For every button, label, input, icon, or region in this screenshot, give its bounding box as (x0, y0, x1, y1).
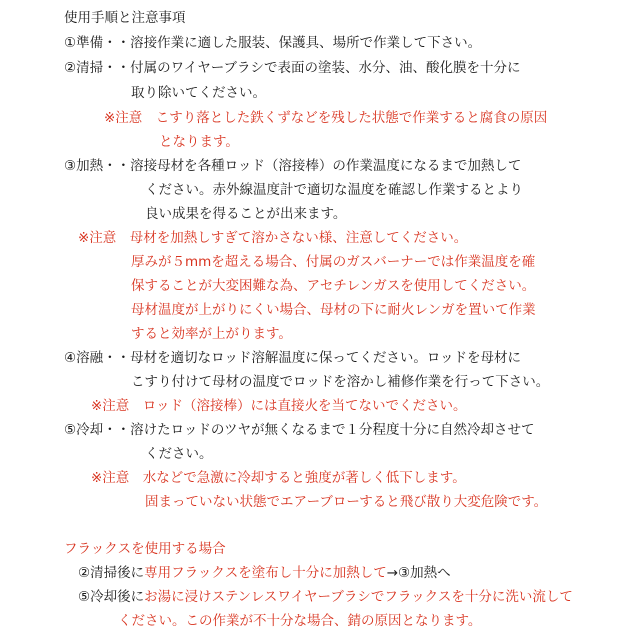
flux-heading: フラックスを使用する場合 (64, 541, 226, 557)
step-melt-warning-1: ※注意 ロッド（溶接棒）には直接火を当てないでください。 (91, 398, 467, 414)
flux-item-2-line-2: ください。この作業が不十分な場合、錆の原因となります。 (118, 613, 482, 629)
step-heat-warning-2: 厚みが５mmを超える場合、付属のガスバーナーでは作業温度を確 (131, 254, 536, 270)
flux-item-1-prefix: ②清掃後に (78, 565, 145, 581)
step-heat-warning-5: すると効率が上がります。 (131, 326, 292, 342)
flux-item-2-highlight: お湯に浸けステンレスワイヤーブラシでフラックスを十分に洗い流して (144, 589, 573, 605)
step-melt-line-1: ④溶融・・母材を適切なロッド溶解温度に保ってください。ロッドを母材に (64, 350, 522, 366)
step-clean-warning-2: となります。 (159, 134, 239, 150)
document-title: 使用手順と注意事項 (64, 10, 186, 26)
flux-item-2-prefix: ⑤冷却後に (78, 589, 145, 605)
step-prep-line-1: ①準備・・溶接作業に適した服装、保護具、場所で作業して下さい。 (64, 35, 482, 51)
flux-item-1 (78, 561, 451, 585)
step-heat-warning-4: 母材温度が上がりにくい場合、母材の下に耐火レンガを置いて作業 (131, 302, 536, 318)
step-clean-line-2: 取り除いてください。 (131, 85, 266, 101)
step-cool-line-2: ください。 (145, 446, 213, 462)
step-clean-line-1: ②清掃・・付属のワイヤーブラシで表面の塗装、水分、油、酸化膜を十分に (64, 60, 521, 76)
step-heat-line-3: 良い成果を得ることが出来ます。 (145, 206, 347, 222)
step-heat-warning-3: 保することが大変困難な為、アセチレンガスを使用してください。 (131, 278, 536, 294)
flux-item-1-suffix: →③加熱へ (386, 565, 451, 581)
step-heat-line-2: ください。赤外線温度計で適切な温度を確認し作業するとより (145, 182, 523, 198)
flux-item-2 (78, 585, 573, 609)
step-cool-warning-1: ※注意 水などで急激に冷却すると強度が著しく低下します。 (91, 470, 466, 486)
step-heat-line-1: ③加熱・・溶接母材を各種ロッド（溶接棒）の作業温度になるまで加熱して (64, 158, 522, 174)
flux-item-1-highlight: 専用フラックスを塗布し十分に加熱して (144, 565, 387, 581)
step-heat-warning-1: ※注意 母材を加熱しすぎて溶かさない様、注意してください。 (78, 230, 468, 246)
step-clean-warning-1: ※注意 こすり落とした鉄くずなどを残した状態で作業すると腐食の原因 (104, 110, 548, 126)
step-cool-line-1: ⑤冷却・・溶けたロッドのツヤが無くなるまで１分程度十分に自然冷却させて (64, 422, 535, 438)
step-cool-warning-2: 固まっていない状態でエアーブローすると飛び散り大変危険です。 (145, 494, 548, 510)
step-melt-line-2: こすり付けて母材の温度でロッドを溶かし補修作業を行って下さい。 (131, 374, 550, 390)
